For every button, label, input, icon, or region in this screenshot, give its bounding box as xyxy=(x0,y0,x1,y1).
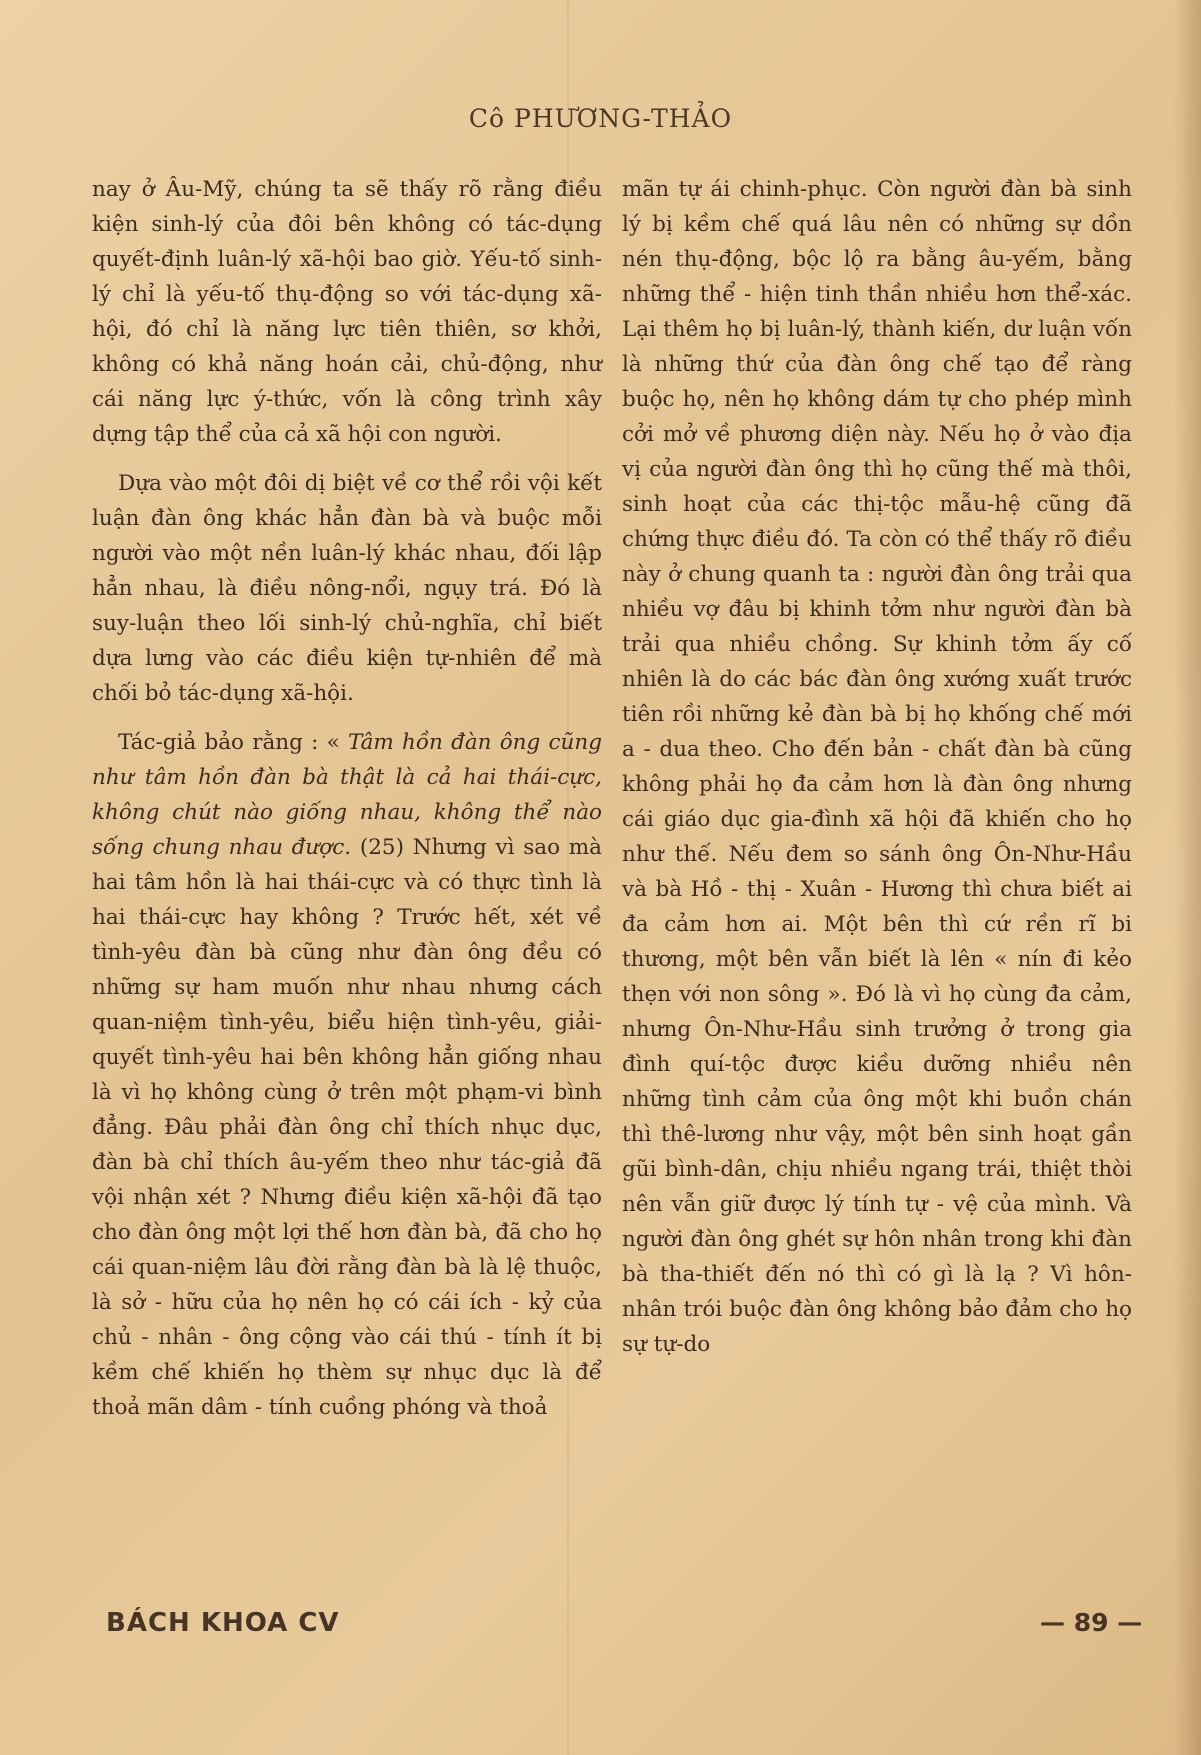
page-edge-shadow xyxy=(1173,0,1201,1755)
paragraph-text: (25) Nhưng vì sao mà hai tâm hồn là hai thái-cực và có thực tình là hai thái-cực hay không ? Trước hết, xét về tình-yêu đàn bà cũng như đàn ông đều có những sự ham muốn như nhau nhưng cách quan-niệm tình-yêu, biểu hiện tình-yêu, giải-quyết tình-yêu hai bên không hẳn giống nhau là vì họ không cùng ở trên một phạm-vi bình đẳng. Đâu phải đàn ông chỉ thích nhục dục, đàn bà chỉ thích âu-yếm theo như tác-giả đã vội nhận xét ? Nhưng điều kiện xã-hội đã tạo cho đàn ông một lợi thế hơn đàn bà, đã cho họ cái quan-niệm lâu đời rằng đàn bà là lệ thuộc, là sở - hữu của họ nên họ có cái ích - kỷ của chủ - nhân - ông cộng vào cái thú - tính ít bị kềm chế khiến họ thèm sự nhục dục là để thoả mãn dâm - tính cuồng phóng và thoả xyxy=(92,835,602,1420)
paragraph: nay ở Âu-Mỹ, chúng ta sẽ thấy rõ rằng điều kiện sinh-lý của đôi bên không có tác-dụng quyết-định luân-lý xã-hội bao giờ. Yếu-tố sinh-lý chỉ là yếu-tố thụ-động so với tác-dụng xã-hội, đó chỉ là năng lực tiên thiên, sơ khởi, không có khả năng hoán cải, chủ-động, như cái năng lực ý-thức, vốn là công trình xây dựng tập thể của cả xã hội con người. xyxy=(92,177,602,447)
magazine-name: BÁCH KHOA CV xyxy=(106,1608,340,1638)
left-column xyxy=(92,172,602,1439)
paragraph: Dựa vào một đôi dị biệt về cơ thể rồi vội kết luận đàn ông khác hẳn đàn bà và buộc mỗi người vào một nền luân-lý khác nhau, đối lập hẳn nhau, là điều nông-nổi, ngụy trá. Đó là suy-luận theo lối sinh-lý chủ-nghĩa, chỉ biết dựa lưng vào các điều kiện tự-nhiên để mà chối bỏ tác-dụng xã-hội. xyxy=(92,471,602,706)
paragraph: mãn tự ái chinh-phục. Còn người đàn bà sinh lý bị kềm chế quá lâu nên có những sự dồn nén thụ-động, bộc lộ ra bằng âu-yếm, bằng những thể - hiện tinh thần nhiều hơn thể-xác. Lại thêm họ bị luân-lý, thành kiến, dư luận vốn là những thứ của đàn ông chế tạo để ràng buộc họ, nên họ không dám tự cho phép mình cởi mở về phương diện này. Nếu họ ở vào địa vị của người đàn ông thì họ cũng thế mà thôi, sinh hoạt của các thị-tộc mẫu-hệ cũng đã chứng thực điều đó. Ta còn có thể thấy rõ điều này ở chung quanh ta : người đàn ông trải qua nhiều vợ đâu bị khinh tởm như người đàn bà trải qua nhiều chồng. Sự khinh tởm ấy cố nhiên là do các bác đàn ông xướng xuất trước tiên rồi những kẻ đàn bà bị họ khống chế mới a - dua theo. Cho đến bản - chất đàn bà cũng không phải họ đa cảm hơn là đàn ông nhưng cái giáo dục gia-đình xã hội đã khiến cho họ như thế. Nếu đem so sánh ông Ôn-Như-Hầu và bà Hồ - thị - Xuân - Hương thì chưa biết ai đa cảm hơn ai. Một bên thì cứ rền rĩ bi thương, một bên vẫn biết là lên « nín đi kẻo thẹn với non sông ». Đó là vì họ cùng đa cảm, nhưng Ôn-Như-Hầu sinh trưởng ở trong gia đình quí-tộc được kiều dưỡng nhiều nên những tình cảm của ông một khi buồn chán thì thê-lương như vậy, một bên sinh hoạt gần gũi bình-dân, chịu nhiều ngang trái, thiệt thòi nên vẫn giữ được lý tính tự - vệ của mình. Và người đàn ông ghét sự hôn nhân trong khi đàn bà tha-thiết đến nó thì có gì là lạ ? Vì hôn-nhân trói buộc đàn ông không bảo đảm cho họ sự tự-do xyxy=(622,177,1132,1357)
paragraph-with-quote xyxy=(92,725,602,1425)
page-number: — 89 — xyxy=(1040,1608,1143,1637)
page-header: Cô PHƯƠNG-THẢO xyxy=(468,104,733,133)
paragraph-text: Tác-giả bảo rằng : « xyxy=(118,730,348,755)
right-column xyxy=(622,172,1132,1376)
quoted-text: Tâm hồn đàn ông cũng như tâm hồn đàn bà thật là cả hai thái-cực, không chút nào giống nhau, không thể nào sống chung nhau được. xyxy=(92,730,602,860)
